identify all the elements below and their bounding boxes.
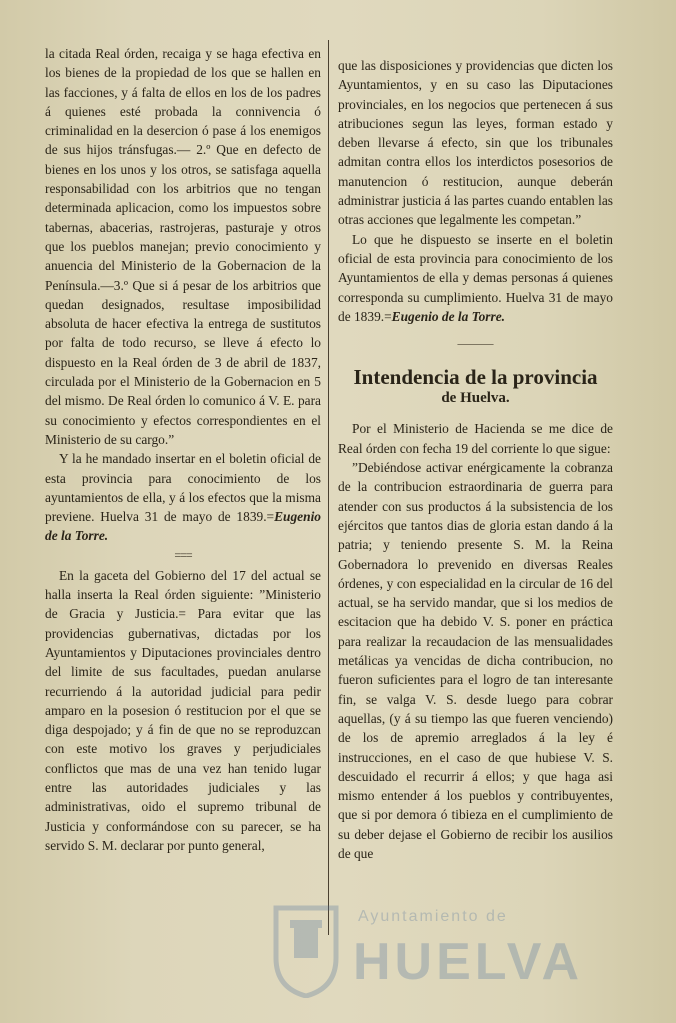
watermark-small-text: Ayuntamiento de bbox=[358, 908, 508, 925]
right-signature: Eugenio de la Torre. bbox=[391, 308, 506, 324]
right-paragraph-4: ”Debiéndose activar enérgicamente la cobranza de la contribucion estraordinaria de guerra para atender con sus productos á la subsistencia de los ejércitos que tantos dias de gloria estan dando á la patria; y teniendo presente S. M. la Reina Gobernadora lo prevenido en diversas Reales órdenes, y con especialidad en la circular de 16 del actual, se ha servido mandar, que si los medios de escitacion que ha debido V. S. poner en práctica para realizar la recaudacion de las mensualidades metálicas ya vencidas de dicha contribucion, no fueron suficientes para el logro de tan interesante fin, se valga V. S. desde luego para cobrar aquellas, (y á su tiempo las que fueren venciendo) de los de apremio arreglados á la ley é instrucciones, en el caso de que hubiese V. S. descuidado el recurrir á ellos; y que haga asi mismo entender á los pueblos y contribuyentes, que si por demora ó tibieza en el cumplimiento de su deber dejase el Gobierno de recibir los ausilios de que bbox=[338, 460, 613, 861]
section-subheading: de Huelva. bbox=[441, 390, 510, 407]
column-divider bbox=[328, 40, 329, 935]
right-paragraph-3: Por el Ministerio de Hacienda se me dice de Real órden con fecha 19 del corriente lo que sigue: bbox=[338, 421, 613, 456]
left-paragraph-2 bbox=[45, 449, 321, 545]
right-paragraph-2-text: Lo que he dispuesto se inserte en el boletin oficial de esta provincia para conocimiento de los Ayuntamientos de ella y demas personas á quienes corresponda su cumplimiento. Huelva 31 de mayo de 1839.= bbox=[338, 231, 613, 324]
left-separator: === bbox=[174, 547, 192, 562]
left-signature: Eugenio de la Torre. bbox=[45, 509, 321, 544]
left-paragraph-1: la citada Real órden, recaiga y se haga efectiva en los bienes de la propiedad de los que se hallen en las facciones, y á falta de ellos en los de los padres á quienes esté probada la connivencia ó criminalidad en la desercion ó pase á los enemigos de sus hijos tránsfugas.— 2.º Que en defecto de bienes en los unos y los otros, se satisfaga aquella responsabilidad con los arbitrios que no tengan determinada aplicacion, como los impuestos sobre tabernas, abacerias, rastrojeras, pasturaje y otros que los pueblos manejan; previo conocimiento y anuencia del Ministerio de la Gobernacion de la Península.—3.º Que si á pesar de los arbitrios que quedan designados, resultase imposibilidad absoluta de hacer efectiva la entrega de sustitutos por falta de todo recurso, se lleve á efecto lo dispuesto en la Real órden de 3 de abril de 1837, circulada por el Ministerio de la Gobernacion en 5 del mismo. De Real órden lo comunico á V. E. para su conocimiento y efectos correspondientes en el Ministerio de su cargo.” bbox=[45, 46, 321, 447]
right-column bbox=[338, 56, 613, 863]
right-separator: ——— bbox=[457, 336, 494, 351]
watermark-logo bbox=[258, 890, 628, 1010]
section-heading: Intendencia de la provincia bbox=[353, 365, 598, 390]
seal-icon bbox=[266, 898, 346, 998]
left-paragraph-2-text: Y la he mandado insertar en el boletin oficial de esta provincia para conocimiento de los ayuntamientos de ella, y á los efectos que la misma previene. Huelva 31 de mayo de 1839.= bbox=[45, 451, 321, 525]
left-column bbox=[45, 44, 321, 855]
right-paragraph-1: que las disposiciones y providencias que dicten los Ayuntamientos, y en su caso las Diputaciones provinciales, en los negocios que pertenecen á sus atribuciones segun las leyes, forman estado y deben llevarse á efecto, sin que los tribunales admitan contra ellos los interdictos posesorios de manutencion ó restitucion, aunque deberán administrar justicia á las partes cuando entablen las otras acciones que legalmente les competan.” bbox=[338, 58, 613, 228]
left-paragraph-3: En la gaceta del Gobierno del 17 del actual se halla inserta la Real órden siguiente: ”Ministerio de Gracia y Justicia.= Para evitar que las providencias gubernativas, dictadas por los Ayuntamientos y Diputaciones provinciales dentro del limite de sus facultades, puedan anularse recurriendo á la autoridad judicial para pedir amparo en la posesion ó restitucion por el que se diga despojado; y á fin de que no se reproduzcan con este motivo los graves y perjudiciales conflictos que mas de una vez han tenido lugar entre las autoridades judiciales y las administrativas, oido el supremo tribunal de Justicia y conformándose con su parecer, se ha servido S. M. declarar por punto general, bbox=[45, 567, 321, 853]
watermark-large-text: HUELVA bbox=[353, 933, 584, 991]
right-paragraph-2 bbox=[338, 230, 613, 326]
